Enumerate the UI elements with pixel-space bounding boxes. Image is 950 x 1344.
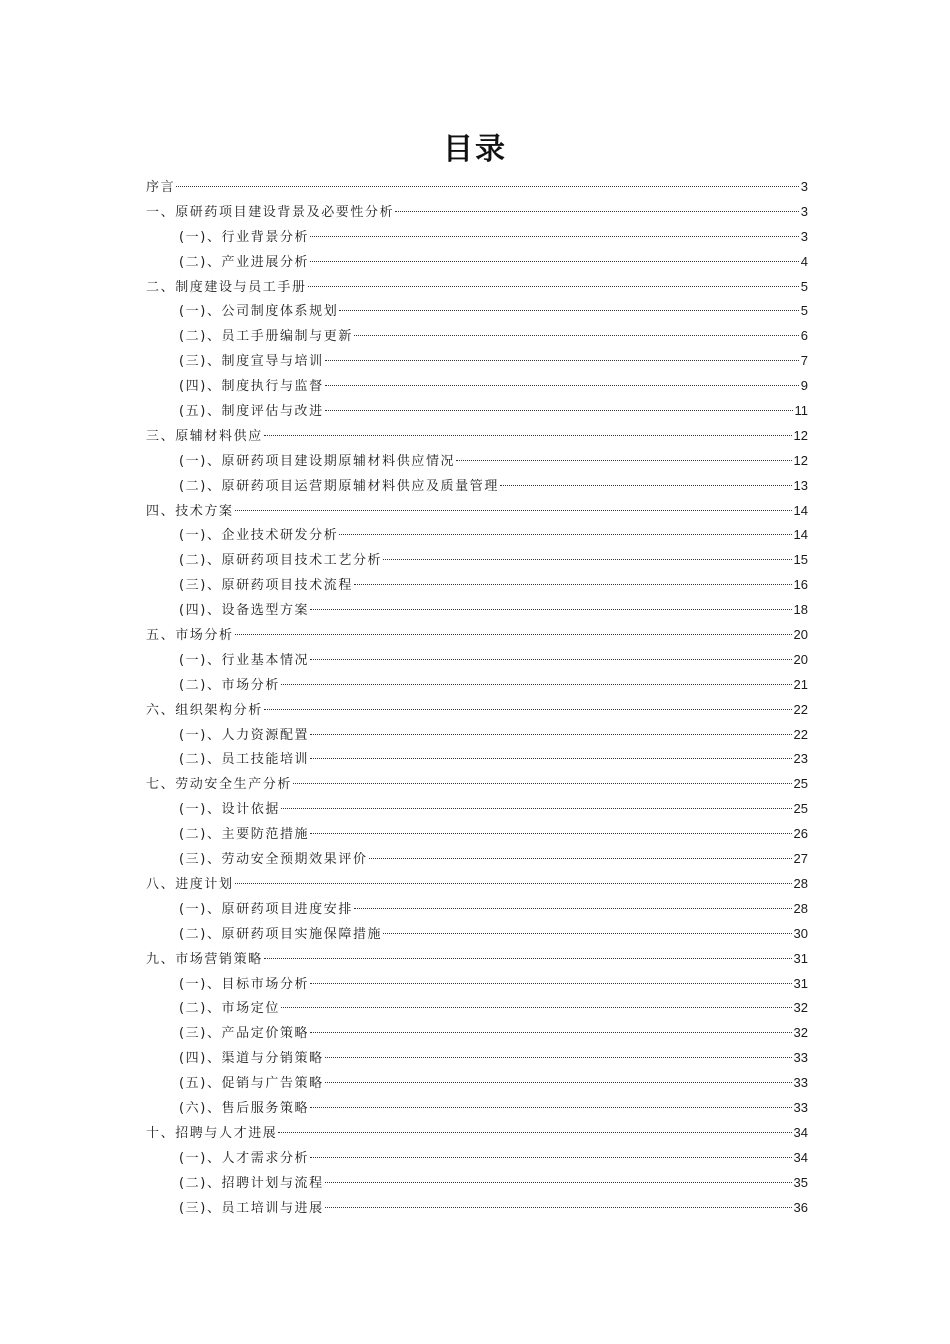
toc-entry-section[interactable] <box>146 797 808 822</box>
toc-entry-page-number: 22 <box>793 701 808 717</box>
toc-entry-page-number: 31 <box>793 975 808 991</box>
toc-entry-page-number: 32 <box>793 1025 808 1041</box>
dot-leader <box>339 534 791 535</box>
toc-entry-label: 五、市场分析 <box>146 628 234 644</box>
toc-entry-chapter[interactable] <box>146 1121 808 1146</box>
toc-entry-section[interactable] <box>146 1071 808 1096</box>
toc-entry-chapter[interactable] <box>146 424 808 449</box>
toc-entry-page-number: 32 <box>793 1000 808 1016</box>
toc-entry-section[interactable] <box>146 1046 808 1071</box>
toc-entry-label: 序言 <box>146 180 176 195</box>
dot-leader <box>354 335 799 336</box>
toc-entry-label: 七、劳动安全生产分析 <box>146 777 293 793</box>
dot-leader <box>354 584 792 585</box>
toc-entry-page-number: 4 <box>800 253 808 269</box>
toc-entry-page-number: 21 <box>793 676 808 692</box>
toc-entry-page-number: 34 <box>793 1149 808 1165</box>
dot-leader <box>264 709 792 710</box>
toc-entry-section[interactable] <box>146 299 808 324</box>
toc-entry-section[interactable] <box>146 324 808 349</box>
toc-entry-label: (五)、制度评估与改进 <box>179 404 324 420</box>
dot-leader <box>325 385 799 386</box>
toc-entry-section[interactable] <box>146 225 808 250</box>
dot-leader <box>310 261 799 262</box>
toc-entry-section[interactable] <box>146 847 808 872</box>
toc-entry-label: (一)、设计依据 <box>179 802 280 818</box>
dot-leader <box>500 485 792 486</box>
toc-list <box>146 175 808 1220</box>
toc-entry-label: 九、市场营销策略 <box>146 951 263 967</box>
toc-entry-page-number: 25 <box>793 776 808 792</box>
toc-entry-page-number: 14 <box>793 502 808 518</box>
toc-entry-page-number: 30 <box>793 925 808 941</box>
dot-leader <box>325 360 799 361</box>
toc-entry-chapter[interactable] <box>146 947 808 972</box>
toc-entry-label: (四)、制度执行与监督 <box>179 379 324 395</box>
toc-entry-chapter[interactable] <box>146 499 808 524</box>
toc-entry-label: (一)、公司制度体系规划 <box>179 304 339 320</box>
toc-entry-section[interactable] <box>146 822 808 847</box>
dot-leader <box>310 609 791 610</box>
toc-entry-section[interactable] <box>146 548 808 573</box>
toc-entry-label: (三)、员工培训与进展 <box>179 1200 324 1216</box>
toc-entry-section[interactable] <box>146 1021 808 1046</box>
dot-leader <box>308 286 799 287</box>
toc-entry-label: (二)、市场定位 <box>179 1001 280 1017</box>
toc-entry-page-number: 12 <box>793 452 808 468</box>
toc-entry-page-number: 33 <box>793 1075 808 1091</box>
toc-entry-chapter[interactable] <box>146 698 808 723</box>
toc-entry-label: 六、组织架构分析 <box>146 702 263 718</box>
dot-leader <box>383 933 791 934</box>
dot-leader <box>339 310 798 311</box>
toc-entry-label: (二)、原研药项目技术工艺分析 <box>179 553 383 569</box>
toc-entry-page-number: 33 <box>793 1050 808 1066</box>
dot-leader <box>395 211 799 212</box>
toc-entry-page-number: 3 <box>800 228 808 244</box>
dot-leader <box>278 1132 791 1133</box>
toc-entry-page-number: 9 <box>800 378 808 394</box>
toc-entry-label: (四)、渠道与分销策略 <box>179 1051 324 1067</box>
toc-entry-page-number: 20 <box>793 627 808 643</box>
toc-entry-section[interactable] <box>146 399 808 424</box>
toc-entry-label: (一)、企业技术研发分析 <box>179 528 339 544</box>
dot-leader <box>310 1107 791 1108</box>
toc-entry-section[interactable] <box>146 723 808 748</box>
toc-entry-label: (五)、促销与广告策略 <box>179 1076 324 1092</box>
toc-entry-label: (一)、行业基本情况 <box>179 652 310 668</box>
toc-entry-label: 三、原辅材料供应 <box>146 428 263 444</box>
toc-entry-page-number: 22 <box>793 726 808 742</box>
toc-entry-page-number: 6 <box>800 328 808 344</box>
dot-leader <box>264 435 792 436</box>
dot-leader <box>325 1057 792 1058</box>
toc-entry-section[interactable] <box>146 1196 808 1221</box>
toc-entry-section[interactable] <box>146 897 808 922</box>
toc-entry-label: 四、技术方案 <box>146 503 234 519</box>
toc-entry-label: (二)、主要防范措施 <box>179 827 310 843</box>
toc-entry-section[interactable] <box>146 474 808 499</box>
dot-leader <box>310 734 791 735</box>
toc-entry-section[interactable] <box>146 1096 808 1121</box>
dot-leader <box>235 883 792 884</box>
toc-entry-label: (三)、原研药项目技术流程 <box>179 578 353 594</box>
dot-leader <box>456 460 791 461</box>
toc-entry-page-number: 11 <box>794 403 808 419</box>
toc-entry-label: (一)、原研药项目进度安排 <box>179 901 353 917</box>
toc-entry-page-number: 15 <box>793 552 808 568</box>
dot-leader <box>325 410 793 411</box>
toc-entry-section[interactable] <box>146 648 808 673</box>
dot-leader <box>354 908 792 909</box>
toc-entry-label: 八、进度计划 <box>146 876 234 892</box>
dot-leader <box>310 833 791 834</box>
toc-entry-page-number: 35 <box>793 1174 808 1190</box>
toc-entry-section[interactable] <box>146 374 808 399</box>
dot-leader <box>310 1032 791 1033</box>
toc-entry-label: (三)、劳动安全预期效果评价 <box>179 852 368 868</box>
toc-entry-section[interactable] <box>146 673 808 698</box>
toc-entry-label: (六)、售后服务策略 <box>179 1100 310 1116</box>
toc-entry-section[interactable] <box>146 972 808 997</box>
dot-leader <box>325 1207 792 1208</box>
toc-entry-page-number: 3 <box>800 203 808 219</box>
toc-entry-section[interactable] <box>146 1171 808 1196</box>
toc-entry-page-number: 12 <box>793 427 808 443</box>
toc-entry-page-number: 5 <box>800 278 808 294</box>
dot-leader <box>310 983 791 984</box>
dot-leader <box>235 510 792 511</box>
dot-leader <box>310 236 799 237</box>
toc-entry-page-number: 27 <box>793 851 808 867</box>
toc-entry-section[interactable] <box>146 250 808 275</box>
dot-leader <box>293 783 792 784</box>
toc-entry-chapter[interactable] <box>146 175 808 200</box>
toc-entry-section[interactable] <box>146 996 808 1021</box>
toc-entry-page-number: 23 <box>793 751 808 767</box>
toc-entry-label: (一)、行业背景分析 <box>179 229 310 245</box>
toc-entry-label: (四)、设备选型方案 <box>179 603 310 619</box>
toc-entry-section[interactable] <box>146 1146 808 1171</box>
toc-entry-section[interactable] <box>146 598 808 623</box>
toc-entry-page-number: 34 <box>793 1124 808 1140</box>
dot-leader <box>235 634 792 635</box>
toc-entry-section[interactable] <box>146 449 808 474</box>
toc-entry-page-number: 28 <box>793 900 808 916</box>
dot-leader <box>264 958 792 959</box>
dot-leader <box>325 1082 792 1083</box>
dot-leader <box>310 1157 791 1158</box>
toc-entry-chapter[interactable] <box>146 623 808 648</box>
toc-entry-page-number: 14 <box>793 527 808 543</box>
toc-entry-page-number: 28 <box>793 875 808 891</box>
toc-entry-label: (一)、原研药项目建设期原辅材料供应情况 <box>179 453 456 469</box>
toc-entry-label: (一)、目标市场分析 <box>179 976 310 992</box>
toc-entry-label: 一、原研药项目建设背景及必要性分析 <box>146 204 395 220</box>
toc-entry-page-number: 13 <box>793 477 808 493</box>
toc-entry-page-number: 20 <box>793 651 808 667</box>
dot-leader <box>281 808 792 809</box>
toc-entry-page-number: 36 <box>793 1199 808 1215</box>
toc-entry-section[interactable] <box>146 523 808 548</box>
toc-entry-label: (三)、产品定价策略 <box>179 1026 310 1042</box>
toc-entry-page-number: 3 <box>800 179 808 194</box>
toc-entry-label: (二)、市场分析 <box>179 677 280 693</box>
toc-entry-label: (二)、员工技能培训 <box>179 752 310 768</box>
toc-entry-section[interactable] <box>146 349 808 374</box>
toc-entry-label: (二)、招聘计划与流程 <box>179 1175 324 1191</box>
toc-entry-section[interactable] <box>146 573 808 598</box>
toc-entry-label: 二、制度建设与员工手册 <box>146 279 307 295</box>
dot-leader <box>369 858 792 859</box>
toc-title: 目录 <box>443 132 507 167</box>
toc-entry-section[interactable] <box>146 922 808 947</box>
toc-entry-page-number: 25 <box>793 801 808 817</box>
toc-entry-label: 十、招聘与人才进展 <box>146 1125 278 1141</box>
toc-entry-label: (二)、原研药项目运营期原辅材料供应及质量管理 <box>179 478 499 494</box>
toc-entry-label: (二)、员工手册编制与更新 <box>179 329 353 345</box>
toc-entry-page-number: 26 <box>793 826 808 842</box>
toc-entry-label: (一)、人力资源配置 <box>179 727 310 743</box>
toc-entry-chapter[interactable] <box>146 772 808 797</box>
dot-leader <box>383 559 791 560</box>
toc-entry-label: (二)、产业进展分析 <box>179 254 310 270</box>
toc-entry-label: (二)、原研药项目实施保障措施 <box>179 926 383 942</box>
toc-entry-label: (一)、人才需求分析 <box>179 1150 310 1166</box>
toc-entry-label: (三)、制度宣导与培训 <box>179 354 324 370</box>
toc-entry-page-number: 5 <box>800 303 808 319</box>
toc-entry-page-number: 16 <box>793 577 808 593</box>
toc-entry-page-number: 18 <box>793 602 808 618</box>
toc-entry-page-number: 31 <box>793 950 808 966</box>
toc-entry-chapter[interactable] <box>146 200 808 225</box>
toc-entry-chapter[interactable] <box>146 872 808 897</box>
dot-leader <box>176 186 799 187</box>
dot-leader <box>310 659 791 660</box>
dot-leader <box>325 1182 792 1183</box>
dot-leader <box>281 1007 792 1008</box>
toc-entry-section[interactable] <box>146 747 808 772</box>
toc-entry-chapter[interactable] <box>146 275 808 300</box>
toc-entry-page-number: 7 <box>800 353 808 369</box>
dot-leader <box>281 684 792 685</box>
toc-entry-page-number: 33 <box>793 1099 808 1115</box>
dot-leader <box>310 758 791 759</box>
